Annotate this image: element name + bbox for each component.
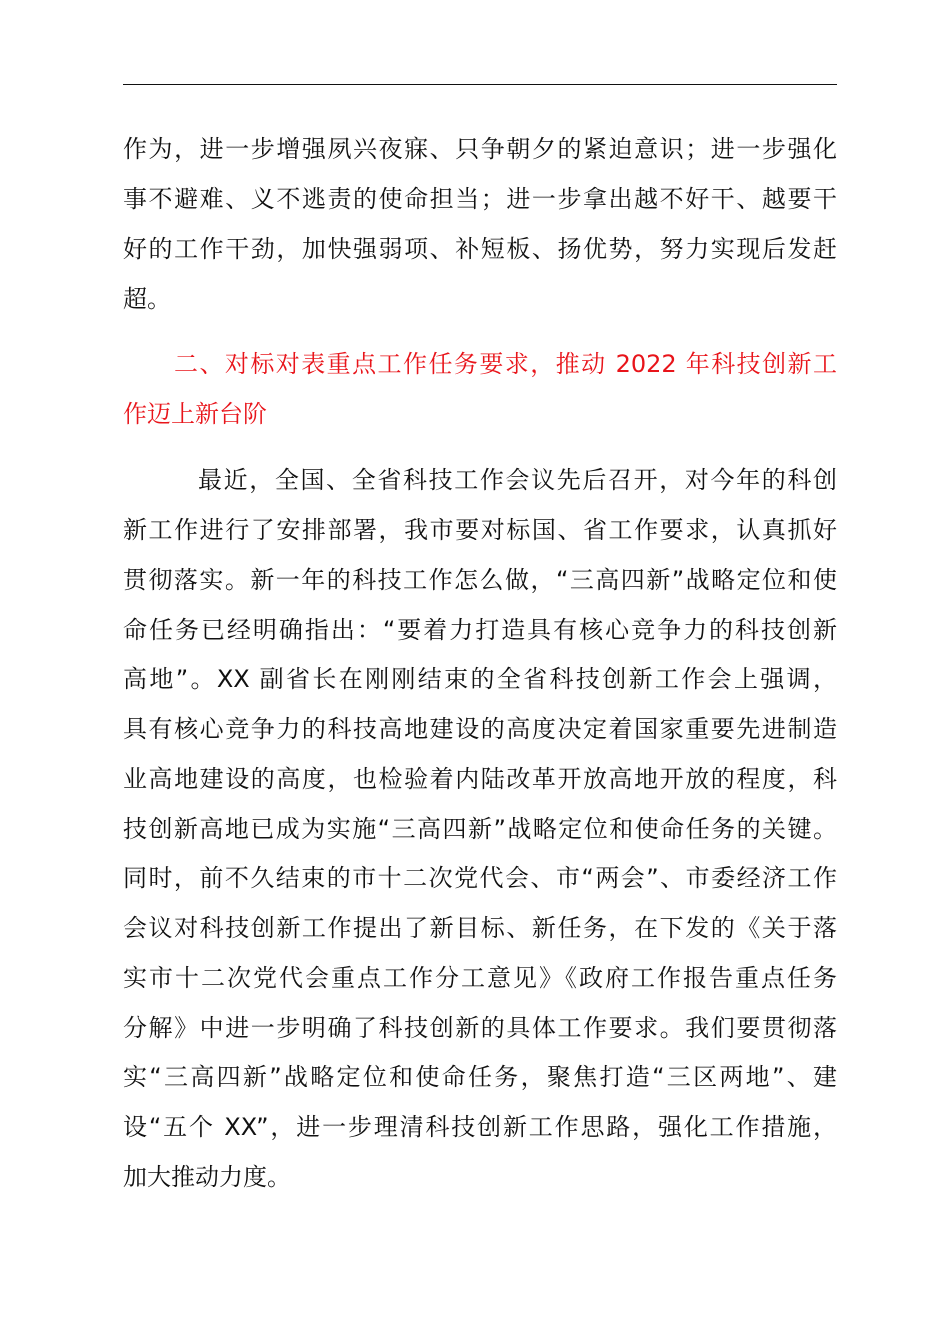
paragraph-line: 实“三高四新”战略定位和使命任务，聚焦打造“三区两地”、建 [123, 1063, 837, 1091]
paragraph-line: 具有核心竞争力的科技高地建设的高度决定着国家重要先进制造 [123, 715, 837, 743]
header-rule [123, 84, 837, 85]
paragraph-line: 同时，前不久结束的市十二次党代会、市“两会”、市委经济工作 [123, 864, 837, 892]
paragraph-line: 业高地建设的高度，也检验着内陆改革开放高地开放的程度，科 [123, 765, 837, 793]
heading-line: 二、对标对表重点工作任务要求，推动 2022 年科技创新工 [174, 350, 837, 378]
paragraph-line: 加大推动力度。 [123, 1163, 291, 1191]
paragraph-line: 设“五个 XX”，进一步理清科技创新工作思路，强化工作措施， [123, 1113, 837, 1141]
paragraph-line: 作为，进一步增强夙兴夜寐、只争朝夕的紧迫意识；进一步强化 [123, 135, 837, 163]
paragraph-line: 技创新高地已成为实施“三高四新”战略定位和使命任务的关键。 [123, 815, 837, 843]
paragraph-line: 最近，全国、全省科技工作会议先后召开，对今年的科创 [198, 466, 837, 494]
paragraph-line: 实市十二次党代会重点工作分工意见》《政府工作报告重点任务 [123, 964, 837, 992]
paragraph-line: 命任务已经明确指出：“要着力打造具有核心竞争力的科技创新 [123, 616, 837, 644]
paragraph-line: 事不避难、义不逃责的使命担当；进一步拿出越不好干、越要干 [123, 185, 837, 213]
paragraph-line: 分解》中进一步明确了科技创新的具体工作要求。我们要贯彻落 [123, 1014, 837, 1042]
paragraph-line: 超。 [123, 285, 171, 313]
paragraph-line: 高地”。XX 副省长在刚刚结束的全省科技创新工作会上强调， [123, 665, 837, 693]
heading-line: 作迈上新台阶 [123, 400, 267, 428]
paragraph-line: 好的工作干劲，加快强弱项、补短板、扬优势，努力实现后发赶 [123, 235, 837, 263]
paragraph-line: 贯彻落实。新一年的科技工作怎么做，“三高四新”战略定位和使 [123, 566, 837, 594]
paragraph-line: 新工作进行了安排部署，我市要对标国、省工作要求，认真抓好 [123, 516, 837, 544]
paragraph-line: 会议对科技创新工作提出了新目标、新任务，在下发的《关于落 [123, 914, 837, 942]
